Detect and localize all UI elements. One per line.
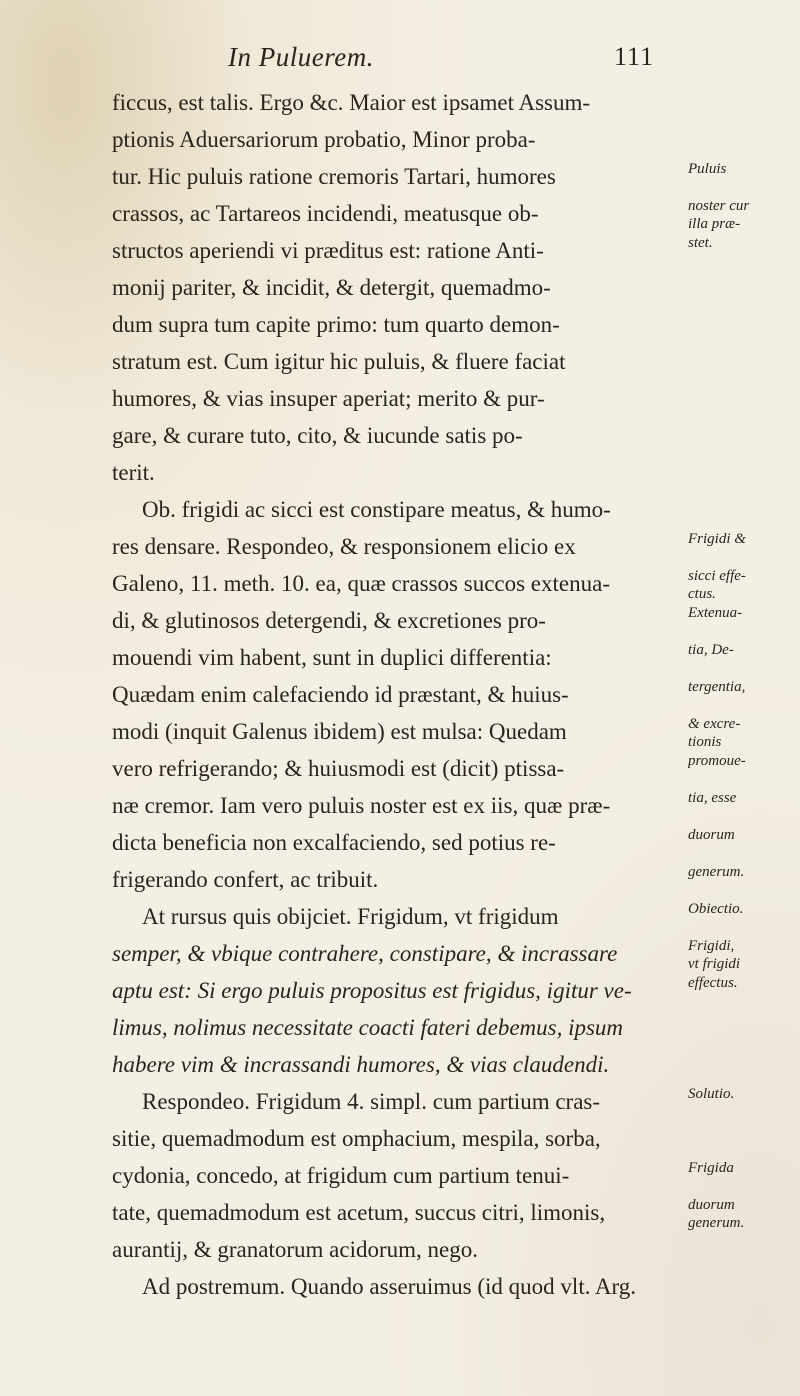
margin-note xyxy=(688,195,796,232)
margin-spacer xyxy=(688,380,796,417)
margin-note-line: sicci effe- xyxy=(688,568,746,584)
text-line: sitie, quemadmodum est omphacium, mespila, sorba, xyxy=(112,1126,601,1151)
margin-note-line: noster cur xyxy=(688,198,750,214)
margin-spacer xyxy=(688,121,796,158)
margin-note xyxy=(688,1083,796,1120)
margin-note xyxy=(688,1157,796,1194)
text-line: frigerando confert, ac tribuit. xyxy=(112,867,379,892)
text-line: modi (inquit Galenus ibidem) est mulsa: Quedam xyxy=(112,719,567,744)
margin-note-line: Obiectio. xyxy=(688,901,744,917)
text-line: vero refrigerando; & huiusmodi est (dicit) ptissa- xyxy=(112,756,565,781)
margin-note xyxy=(688,898,796,935)
page-header xyxy=(0,42,800,76)
text-line: næ cremor. Iam vero puluis noster est ex iis, quæ præ- xyxy=(112,793,611,818)
margin-note-line: tionis xyxy=(688,734,722,750)
margin-note xyxy=(688,861,796,898)
main-text-block xyxy=(112,84,680,1305)
margin-note-line: effectus. xyxy=(688,975,738,991)
text-line: Ad postremum. Quando asseruimus (id quod vlt. Arg. xyxy=(142,1274,637,1299)
margin-note-line: tia, esse xyxy=(688,790,737,806)
text-line: semper, & vbique contrahere, constipare, & incrassare xyxy=(112,941,618,966)
margin-note-line: tia, De- xyxy=(688,642,734,658)
text-line: ficcus, est talis. Ergo &c. Maior est ipsamet Assum- xyxy=(112,90,591,115)
margin-note-line: generum. xyxy=(688,864,745,880)
margin-spacer xyxy=(688,269,796,306)
margin-note xyxy=(688,602,796,639)
margin-spacer xyxy=(688,84,796,121)
running-head: In Puluerem. xyxy=(228,42,374,72)
margin-note xyxy=(688,676,796,713)
text-line: dicta beneficia non excalfaciendo, sed potius re- xyxy=(112,830,556,855)
margin-note xyxy=(688,713,796,750)
text-line: monij pariter, & incidit, & detergit, quemadmo- xyxy=(112,275,551,300)
margin-note xyxy=(688,158,796,195)
margin-note-line: duorum xyxy=(688,827,735,843)
text-line: di, & glutinosos detergendi, & excretiones pro- xyxy=(112,608,546,633)
margin-note-line: illa præ- xyxy=(688,216,741,232)
margin-note xyxy=(688,935,796,972)
text-line: gare, & curare tuto, cito, & iucunde satis po- xyxy=(112,423,523,448)
text-line: aurantij, & granatorum acidorum, nego. xyxy=(112,1237,478,1262)
margin-note xyxy=(688,750,796,787)
text-line: At rursus quis obijciet. Frigidum, vt frigidum xyxy=(142,904,559,929)
margin-note xyxy=(688,639,796,676)
text-line: Galeno, 11. meth. 10. ea, quæ crassos succos extenua- xyxy=(112,571,610,596)
margin-note-line: Extenua- xyxy=(688,605,743,621)
margin-note xyxy=(688,824,796,861)
margin-notes xyxy=(688,84,796,1305)
text-line: tur. Hic puluis ratione cremoris Tartari, humores xyxy=(112,164,556,189)
margin-note xyxy=(688,565,796,602)
margin-note xyxy=(688,528,796,565)
margin-spacer xyxy=(688,1268,796,1305)
margin-note xyxy=(688,787,796,824)
text-line: res densare. Respondeo, & responsionem elicio ex xyxy=(112,534,576,559)
margin-spacer xyxy=(688,1009,796,1046)
text-line: stratum est. Cum igitur hic puluis, & fluere faciat xyxy=(112,349,566,374)
margin-note-line: Puluis xyxy=(688,161,727,177)
margin-spacer xyxy=(688,454,796,491)
margin-note-line: stet. xyxy=(688,235,713,251)
margin-spacer xyxy=(688,306,796,343)
margin-spacer xyxy=(688,417,796,454)
margin-spacer xyxy=(688,491,796,528)
text-line: Respondeo. Frigidum 4. simpl. cum partium cras- xyxy=(142,1089,601,1114)
margin-note-line: vt frigidi xyxy=(688,956,741,972)
text-line: habere vim & incrassandi humores, & vias claudendi. xyxy=(112,1052,610,1077)
text-line: mouendi vim habent, sunt in duplici differentia: xyxy=(112,645,552,670)
text-line: Ob. frigidi ac sicci est constipare meatus, & humo- xyxy=(142,497,611,522)
text-line: terit. xyxy=(112,460,155,485)
margin-note-line: duorum xyxy=(688,1197,735,1213)
text-line: tate, quemadmodum est acetum, succus citri, limonis, xyxy=(112,1200,606,1225)
margin-note-line: ctus. xyxy=(688,586,716,602)
margin-note xyxy=(688,1194,796,1231)
text-line: ptionis Aduersariorum probatio, Minor proba- xyxy=(112,127,536,152)
margin-spacer xyxy=(688,1231,796,1268)
margin-note-line: promoue- xyxy=(688,753,746,769)
text-line: aptu est: Si ergo puluis propositus est frigidus, igitur ve- xyxy=(112,978,632,1003)
margin-note-line: Solutio. xyxy=(688,1086,735,1102)
margin-note-line: Frigidi & xyxy=(688,531,746,547)
text-line: crassos, ac Tartareos incidendi, meatusque ob- xyxy=(112,201,539,226)
margin-note xyxy=(688,232,796,269)
margin-note-line: & excre- xyxy=(688,716,741,732)
margin-spacer xyxy=(688,1120,796,1157)
margin-spacer xyxy=(688,343,796,380)
text-line: humores, & vias insuper aperiat; merito & pur- xyxy=(112,386,545,411)
text-line: Quædam enim calefaciendo id præstant, & huius- xyxy=(112,682,569,707)
margin-note xyxy=(688,972,796,1009)
margin-spacer xyxy=(688,1046,796,1083)
margin-note-line: generum. xyxy=(688,1215,745,1231)
margin-note-line: Frigida xyxy=(688,1160,734,1176)
margin-note-line: tergentia, xyxy=(688,679,746,695)
text-line: dum supra tum capite primo: tum quarto demon- xyxy=(112,312,560,337)
margin-note-line: Frigidi, xyxy=(688,938,735,954)
page-number: 111 xyxy=(614,42,655,71)
text-line: structos aperiendi vi præditus est: ratione Anti- xyxy=(112,238,544,263)
text-line: limus, nolimus necessitate coacti fateri debemus, ipsum xyxy=(112,1015,624,1040)
text-line: cydonia, concedo, at frigidum cum partium tenui- xyxy=(112,1163,570,1188)
